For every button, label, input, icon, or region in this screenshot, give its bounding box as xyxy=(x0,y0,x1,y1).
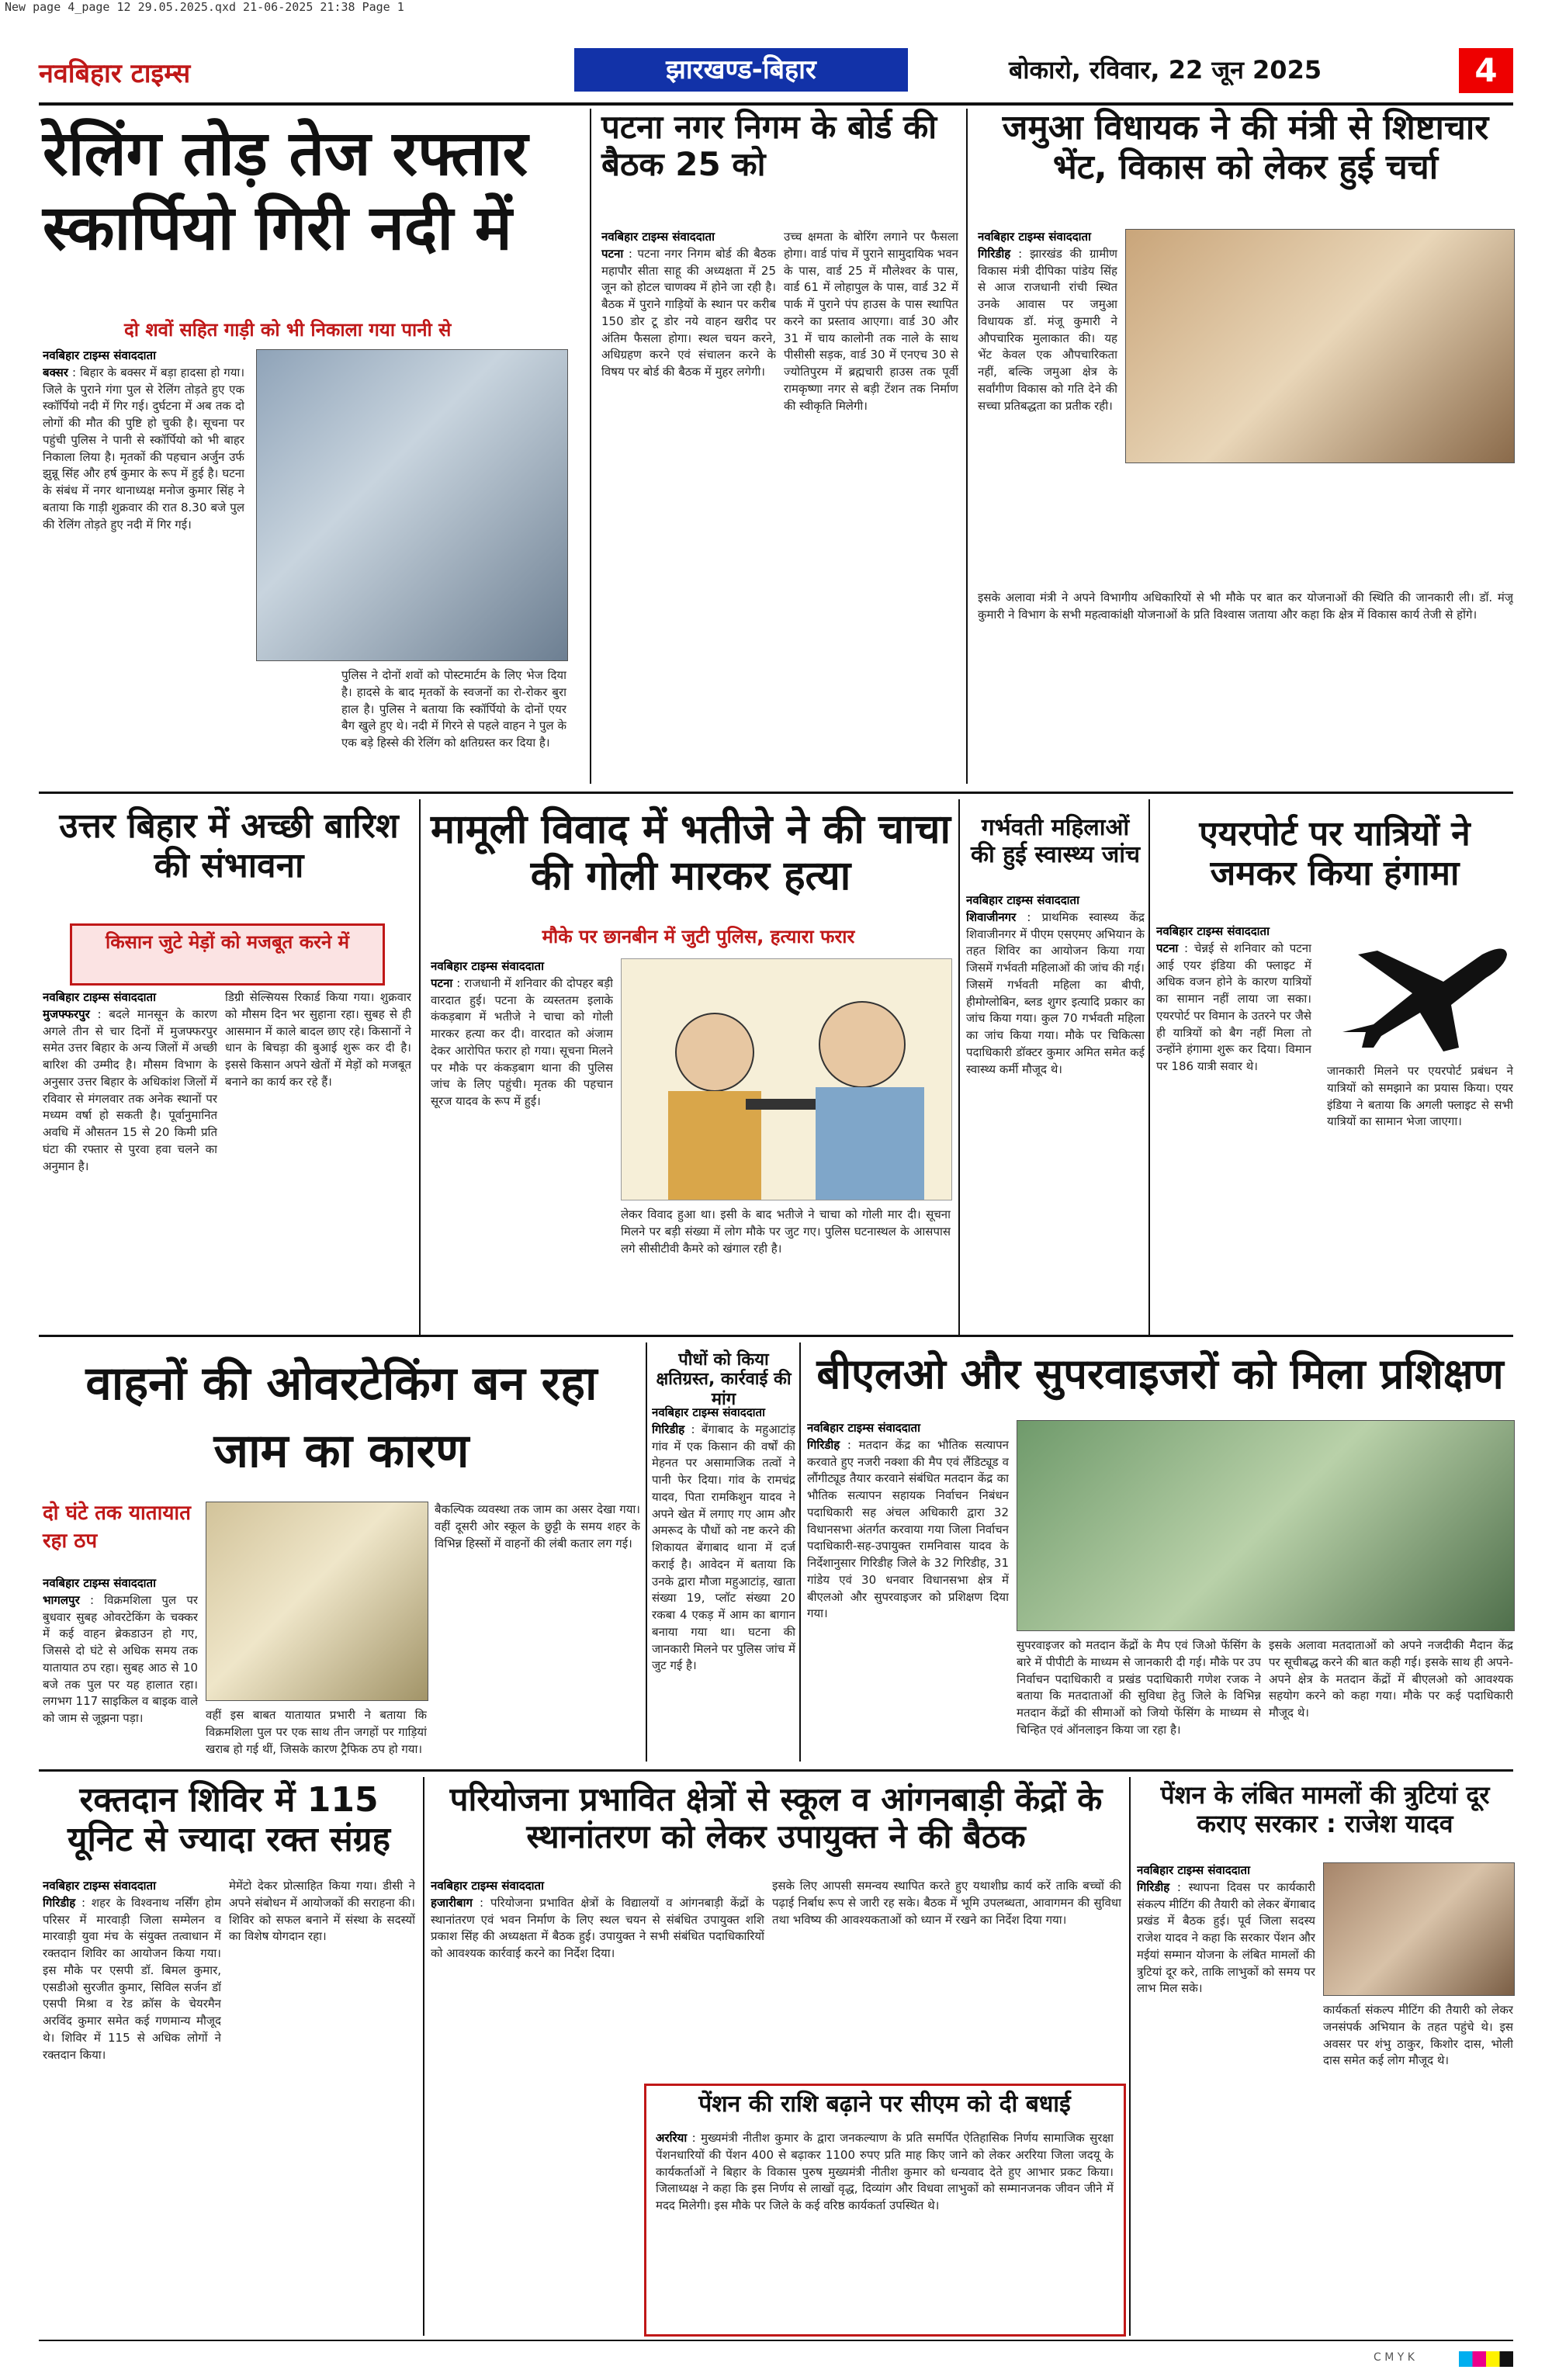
story10-headline: बीएलओ और सुपरवाइजरों को मिला प्रशिक्षण xyxy=(816,1349,1504,1398)
region-banner: झारखण्ड-बिहार xyxy=(574,48,908,92)
story13-headline: पेंशन के लंबित मामलों की त्रुटियां दूर कराए सरकार : राजेश यादव xyxy=(1160,1780,1490,1838)
divider xyxy=(646,1342,647,1762)
story8-photo-traffic xyxy=(206,1502,428,1701)
file-meta-line: New page 4_page 12 29.05.2025.qxd 21-06-2025 21:38 Page 1 xyxy=(5,0,404,14)
story5-body: राजधानी में शनिवार की दोपहर बड़ी वारदात हुई। पटना के व्यस्ततम इलाके कंकड़बाग में भतीजे ने चाचा को गोली मारकर हत्या कर दी। वारदात को अंजाम देकर आरोपित फरार हो गया। सूचना मिलने पर मौके पर कंकड़बाग थाना की पुलिस जांच के लिए पहुंची। मृतक की पहचान सूरज यादव के रूप में हुई। xyxy=(431,975,613,1108)
story4-byline: नवबिहार टाइम्स संवाददाता xyxy=(43,990,156,1004)
story1-byline: नवबिहार टाइम्स संवाददाता xyxy=(43,348,156,362)
story1-col1: नवबिहार टाइम्स संवाददाता बक्सर : बिहार के बक्सर में बड़ा हादसा हो गया। जिले के पुराने गंगा पुल से रेलिंग तोड़ते हुए एक स्कॉर्पियो नदी में गिर गई। दुर्घटना में अब तक दो लोगों की मौत की पुष्टि हो चुकी है। सूचना पर पहुंची पुलिस ने पानी से स्कॉर्पियो को भी बाहर निकाला लिया है। मृतकों की पहचान अर्जुन उर्फ झुन्नू सिंह और हर्ष कुमार के रूप में हुई है। घटना के संबंध में नगर थानाध्यक्ष मनोज कुमार सिंह ने बताया कि गाड़ी शुक्रवार की रात 8.30 बजे पुल की रेलिंग तोड़ते हुए नदी में गिर गई। xyxy=(43,348,244,532)
story5-col1: नवबिहार टाइम्स संवाददाता पटना : राजधानी में शनिवार की दोपहर बड़ी वारदात हुई। पटना के व्यस्ततम इलाके कंकड़बाग में भतीजे ने चाचा को गोली मारकर हत्या कर दी। वारदात को अंजाम देकर आरोपित फरार हो गया। सूचना मिलने पर मौके पर कंकड़बाग थाना की पुलिस जांच के लिए पहुंची। मृतक की पहचान सूरज यादव के रूप में हुई। xyxy=(431,959,613,1108)
story3-body: झारखंड की ग्रामीण विकास मंत्री दीपिका पांडेय सिंह से आज राजधानी रांची स्थित उनके आवास पर जमुआ विधायक डॉ. मंजू कुमारी ने औपचारिक मुलाकात की। यह भेंट केवल एक औपचारिकता नहीं, बल्कि जमुआ क्षेत्र के सर्वांगीण विकास को गति देने की सच्चा प्रतिबद्धता का प्रतीक रही। xyxy=(978,246,1117,413)
story4-headline: उत्तर बिहार में अच्छी बारिश की संभावना xyxy=(59,806,399,885)
story3-col2: इसके अलावा मंत्री ने अपने विभागीय अधिकारियों से भी मौके पर बात कर योजनाओं की स्थिति की जानकारी ली। डॉ. मंजू कुमारी ने विभाग के सभी महत्वाकांक्षी योजनाओं के प्रति विश्वास जताया और कहा कि क्षेत्र में विकास कार्य तेजी से होंगे। xyxy=(978,591,1513,622)
story14-headline: पेंशन की राशि बढ़ाने पर सीएम को दी बधाई xyxy=(698,2091,1071,2118)
divider xyxy=(966,109,968,784)
story10-photo-group xyxy=(1017,1420,1515,1631)
story8-subheading: दो घंटे तक यातायात रहा ठप xyxy=(43,1502,191,1553)
page-number: 4 xyxy=(1459,48,1513,93)
paper-name: नवबिहार टाइम्स xyxy=(39,58,191,89)
story14-body: मुख्यमंत्री नीतीश कुमार के द्वारा जनकल्याण के प्रति समर्पित ऐतिहासिक निर्णय सामाजिक सुरक्षा पेंशनधारियों की पेंशन 400 से बढ़ाकर 1100 रुपए प्रति माह किए जाने को लेकर अररिया जिला जदयू के कार्यकर्ताओं ने बिहार के विकास पुरुष मुख्यमंत्री नीतीश कुमार को धन्यवाद देते हुए आभार प्रकट किया। जिलाध्यक्ष ने कहा कि इस निर्णय से लाखों वृद्ध, दिव्यांग और विधवा लाभुकों को सम्मानजनक जीवन जीने में मदद मिलेगी। इस मौके पर जिले के कई वरिष्ठ कार्यकर्ता उपस्थित थे। xyxy=(656,2131,1114,2212)
story14-body-col: अररिया : मुख्यमंत्री नीतीश कुमार के द्वारा जनकल्याण के प्रति समर्पित ऐतिहासिक निर्णय सामाजिक सुरक्षा पेंशनधारियों की पेंशन 400 से बढ़ाकर 1100 रुपए प्रति माह किए जाने को लेकर अररिया जिला जदयू के कार्यकर्ताओं ने बिहार के विकास पुरुष मुख्यमंत्री नीतीश कुमार को धन्यवाद देते हुए आभार प्रकट किया। जिलाध्यक्ष ने कहा कि इस निर्णय से लाखों वृद्ध, दिव्यांग और विधवा लाभुकों को सम्मानजनक जीवन जीने में मदद मिलेगी। इस मौके पर जिले के कई वरिष्ठ कार्यकर्ता उपस्थित थे। xyxy=(656,2131,1114,2212)
story11-col2: मेमेंटो देकर प्रोत्साहित किया गया। डीसी ने अपने संबोधन में आयोजकों की सराहना की। शिविर को सफल बनाने में संस्था के सदस्यों का विशेष योगदान रहा। xyxy=(229,1879,415,1944)
divider xyxy=(1129,1777,1131,2336)
story6-place: शिवाजीनगर xyxy=(966,909,1017,924)
story3-photo-meeting xyxy=(1125,229,1515,463)
story8-headline: वाहनों की ओवरटेकिंग बन रहा जाम का कारण xyxy=(85,1356,598,1478)
story11-place: गिरिडीह xyxy=(43,1895,76,1910)
story2-place: पटना xyxy=(601,246,624,261)
story5-byline: नवबिहार टाइम्स संवाददाता xyxy=(431,959,544,973)
story11-body: शहर के विश्वनाथ नर्सिंग होम परिसर में मारवाड़ी जिला सम्मेलन व मारवाड़ी युवा मंच के संयुक्त तत्वाधान में रक्तदान शिविर का आयोजन किया गया। इस मौके पर एसपी डॉ. बिमल कुमार, एसडीओ सुरजीत कुमार, सिविल सर्जन डॉ एसपी मिश्रा व रेड क्रॉस के चेयरमैन अरविंद कुमार समेत कई गणमान्य मौजूद थे। शिविर में 115 से अधिक लोगों ने रक्तदान किया। xyxy=(43,1895,221,2062)
story7-byline: नवबिहार टाइम्स संवाददाता xyxy=(1156,924,1270,938)
story4-body: बदले मानसून के कारण अगले तीन से चार दिनों में मुजफ्फरपुर समेत उत्तर बिहार के अन्य जिलों में अच्छी बारिश की उम्मीद है। मौसम विभाग के अनुसार उत्तर बिहार के अधिकांश जिलों में रविवार से मंगलवार तक अनेक स्थानों पर मध्यम वर्षा हो सकती है। पूर्वानुमानित अवधि में औसतन 15 से 20 किमी प्रति घंटा की रफ्तार से पुरवा हवा चलने का अनुमान है। xyxy=(43,1006,217,1173)
divider xyxy=(39,1335,1513,1337)
story3-place: गिरिडीह xyxy=(978,246,1011,261)
story10-col3: इसके अलावा मतदाताओं को अपने नजदीकी मैदान केंद्र पर सूचीबद्ध करने की बात कही गई। इसके साथ ही अपने-अपने क्षेत्र के मतदान केंद्रों में बीएलओ को आवश्यक सहयोग करने को कहा गया। मौके पर कई पदाधिकारी मौजूद थे। xyxy=(1269,1638,1513,1720)
masthead xyxy=(39,48,1513,106)
story10-body: मतदान केंद्र का भौतिक सत्यापन करवाते हुए नजरी नक्शा की मैप एवं लैंडिट्यूड व लौंगीट्यूड तैयार करवाने संबंधित मतदान केंद्र का भौतिक सत्यापन सहायक निर्वाचन निबंधन पदाधिकारी सह अंचल अधिकारी द्वारा 32 विधानसभा अंतर्गत करवाया गया जिला निर्वाचन पदाधिकारी-सह-उपायुक्त रामनिवास यादव के निर्देशानुसार गिरिडीह जिले के 32 गिरिडीह, 31 गांडेय एवं 30 धनवार विधानसभा क्षेत्र में बीएलओ और सुपरवाइजर को प्रशिक्षण दिया गया। xyxy=(807,1437,1009,1621)
story3-headline: जमुआ विधायक ने की मंत्री से शिष्टाचार भेंट, विकास को लेकर हुई चर्चा xyxy=(1002,108,1489,187)
story5-subheading: मौके पर छानबीन में जुटी पुलिस, हत्यारा फरार xyxy=(542,926,855,947)
story13-col1: नवबिहार टाइम्स संवाददाता गिरिडीह : स्थापना दिवस पर कार्यकारी संकल्प मीटिंग की तैयारी को लेकर बेंगाबाद प्रखंड में बैठक हुई। पूर्व जिला सदस्य राजेश यादव ने कहा कि सरकार पेंशन और मईयां सम्मान योजना के लंबित मामलों की त्रुटियां दूर करे, ताकि लाभुकों को समय पर लाभ मिल सके। xyxy=(1137,1863,1315,1996)
story12-col1: नवबिहार टाइम्स संवाददाता हजारीबाग : परियोजना प्रभावित क्षेत्रों के विद्यालयों व आंगनबाड़ी केंद्रों के स्थानांतरण एवं भवन निर्माण के लिए स्थल चयन से संबंधित उपायुक्त शशि प्रकाश सिंह की अध्यक्षता में बैठक हुई। उपायुक्त ने सभी संबंधित पदाधिकारियों को आवश्यक कार्रवाई करने का निर्देश दिया। xyxy=(431,1879,764,1960)
divider xyxy=(1148,799,1150,1335)
story7-col1: नवबिहार टाइम्स संवाददाता पटना : चेन्नई से शनिवार को पटना आई एयर इंडिया की फ्लाइट में अधिक वजन होने के कारण यात्रियों का सामान नहीं लाया जा सका। एयरपोर्ट पर विमान के उतरने पर जैसे ही यात्रियों को बैग नहीं मिला तो उन्होंने हंगामा शुरू कर दिया। विमान पर 186 यात्री सवार थे। xyxy=(1156,924,1311,1073)
story7-place: पटना xyxy=(1156,941,1179,955)
story10-col1: नवबिहार टाइम्स संवाददाता गिरिडीह : मतदान केंद्र का भौतिक सत्यापन करवाते हुए नजरी नक्शा की मैप एवं लैंडिट्यूड व लौंगीट्यूड तैयार करवाने संबंधित मतदान केंद्र का भौतिक सत्यापन सहायक निर्वाचन निबंधन पदाधिकारी सह अंचल अधिकारी द्वारा 32 विधानसभा अंतर्गत करवाया गया जिला निर्वाचन पदाधिकारी-सह-उपायुक्त रामनिवास यादव के निर्देशानुसार गिरिडीह जिले के 32 गिरिडीह, 31 गांडेय एवं 30 धनवार विधानसभा क्षेत्र में बीएलओ और सुपरवाइजर को प्रशिक्षण दिया गया। xyxy=(807,1421,1009,1621)
story13-body: स्थापना दिवस पर कार्यकारी संकल्प मीटिंग की तैयारी को लेकर बेंगाबाद प्रखंड में बैठक हुई। पूर्व जिला सदस्य राजेश यादव ने कहा कि सरकार पेंशन और मईयां सम्मान योजना के लंबित मामलों की त्रुटियां दूर करे, ताकि लाभुकों को समय पर लाभ मिल सके। xyxy=(1137,1879,1315,1996)
story7-headline: एयरपोर्ट पर यात्रियों ने जमकर किया हंगामा xyxy=(1199,814,1471,893)
story8-byline: नवबिहार टाइम्स संवाददाता xyxy=(43,1576,156,1590)
story6-byline: नवबिहार टाइम्स संवाददाता xyxy=(966,893,1079,907)
divider xyxy=(590,109,591,784)
story9-body: बेंगाबाद के महुआटांड़ गांव में एक किसान की वर्षों की मेहनत पर असामाजिक तत्वों ने पानी फेर दिया। गांव के रामचंद्र यादव, पिता रामकिशुन यादव ने अपने खेत में लगाए गए आम और अमरूद के पौधों को नष्ट करने की शिकायत बेंगाबाद थाना में दर्ज कराई है। आवेदन में बताया कि उनके द्वारा मौजा महुआटांड़, खाता संख्या 19, प्लॉट संख्या 20 रकबा 4 एकड़ में आम का बागान बनाया गया था। घटना की जानकारी मिलने पर पुलिस जांच में जुट गई है। xyxy=(652,1422,795,1673)
story12-col2: इसके लिए आपसी समन्वय स्थापित करते हुए यथाशीघ्र कार्य करें ताकि बच्चों की पढ़ाई निर्बाध रूप से जारी रह सके। बैठक में भूमि उपलब्धता, आवागमन की सुविधा तथा भविष्य की आवश्यकताओं को ध्यान में रखने का निर्देश दिया गया। xyxy=(772,1879,1121,1927)
story1-body: बिहार के बक्सर में बड़ा हादसा हो गया। जिले के पुराने गंगा पुल से रेलिंग तोड़ते हुए एक स्कॉर्पियो नदी में गिर गई। दुर्घटना में अब तक दो लोगों की मौत की पुष्टि हो चुकी है। सूचना पर पहुंची पुलिस ने पानी से स्कॉर्पियो को भी बाहर निकाला लिया है। मृतकों की पहचान अर्जुन उर्फ झुन्नू सिंह और हर्ष कुमार के रूप में हुई है। घटना के संबंध में नगर थानाध्यक्ष मनोज कुमार सिंह ने बताया कि गाड़ी शुक्रवार की रात 8.30 बजे पुल की रेलिंग तोड़ते हुए नदी में गिर गई। xyxy=(43,365,244,532)
story1-place: बक्सर xyxy=(43,365,68,379)
story6-headline: गर्भवती महिलाओं की हुई स्वास्थ्य जांच xyxy=(970,814,1141,868)
story8-body: विक्रमशिला पुल पर बुधवार सुबह ओवरटेकिंग के चक्कर में कई वाहन ब्रेकडाउन हो गए, जिससे दो घंटे से अधिक समय तक यातायात ठप रहा। सुबह आठ से 10 बजे तक पुल पर यह हालात रहा। लगभग 117 साइकिल व बाइक वाले को जाम से जूझना पड़ा। xyxy=(43,1592,198,1725)
story3-byline: नवबिहार टाइम्स संवाददाता xyxy=(978,230,1091,244)
story6-body-col: नवबिहार टाइम्स संवाददाता शिवाजीनगर : प्राथमिक स्वास्थ्य केंद्र शिवाजीनगर में पीएम एसएमए अभियान के तहत शिविर का आयोजन किया गया जिसमें गर्भवती महिलाओं की जांच की गई। जिसमें गर्भवती महिला का बीपी, हीमोग्लोबिन, ब्लड शुगर इत्यादि प्रकार का जांच किया गया। कुल 70 गर्भवती महिला का जांच किया गया। मौके पर चिकित्सा पदाधिकारी डॉक्टर कुमार अमित समेत कई स्वास्थ्य कर्मी मौजूद थे। xyxy=(966,893,1145,1076)
divider xyxy=(423,1777,424,2336)
date-line: बोकारो, रविवार, 22 जून 2025 xyxy=(1009,55,1322,85)
story2-body: पटना नगर निगम बोर्ड की बैठक महापौर सीता साहू की अध्यक्षता में 25 जून को होटल चाणक्य में होने जा रही है। बैठक में पुराने गाड़ियों के स्थान पर करीब 150 डोर टू डोर नये वाहन खरीद पर अंतिम फैसला होगा। स्थल चयन करने, अधिग्रहण करने एवं संचालन करने के विषय पर बोर्ड की बैठक में मुहर लगेगी। xyxy=(601,246,776,379)
story2-col1: नवबिहार टाइम्स संवाददाता पटना : पटना नगर निगम बोर्ड की बैठक महापौर सीता साहू की अध्यक्षता में 25 जून को होटल चाणक्य में होने जा रही है। बैठक में पुराने गाड़ियों के स्थान पर करीब 150 डोर टू डोर नये वाहन खरीद पर अंतिम फैसला होगा। स्थल चयन करने, अधिग्रहण करने एवं संचालन करने के विषय पर बोर्ड की बैठक में मुहर लगेगी। xyxy=(601,230,776,379)
story2-headline: पटना नगर निगम के बोर्ड की बैठक 25 को xyxy=(601,108,937,184)
story13-byline: नवबिहार टाइम्स संवाददाता xyxy=(1137,1863,1250,1877)
story10-place: गिरिडीह xyxy=(807,1437,840,1452)
airplane-icon xyxy=(1327,923,1513,1055)
story14-place: अररिया xyxy=(656,2131,688,2145)
story8-col1: नवबिहार टाइम्स संवाददाता भागलपुर : विक्रमशिला पुल पर बुधवार सुबह ओवरटेकिंग के चक्कर में कई वाहन ब्रेकडाउन हो गए, जिससे दो घंटे से अधिक समय तक यातायात ठप रहा। सुबह आठ से 10 बजे तक पुल पर यह हालात रहा। लगभग 117 साइकिल व बाइक वाले को जाम से जूझना पड़ा। xyxy=(43,1576,198,1725)
story5-place: पटना xyxy=(431,975,453,990)
story12-byline: नवबिहार टाइम्स संवाददाता xyxy=(431,1879,544,1893)
story13-photo-group xyxy=(1323,1862,1515,1996)
story4-place: मुजफ्फरपुर xyxy=(43,1006,90,1021)
divider xyxy=(958,799,960,1335)
story10-col2: सुपरवाइजर को मतदान केंद्रों के मैप एवं जिओ फेंसिंग के बारे में पीपीटी के माध्यम से जानकारी दी गई। मौके पर उप निर्वाचन पदाधिकारी व प्रखंड पदाधिकारी गणेश रजक ने बताया कि मतदाताओं की सुविधा हेतु जिले के विभिन्न मतदान केंद्रों की सीमाओं को जियो फेंसिंग के माध्यम से चिन्हित एवं ऑनलाइन किया जा रहा है। xyxy=(1017,1638,1261,1737)
story9-byline: नवबिहार टाइम्स संवाददाता xyxy=(652,1405,765,1419)
story5-headline: मामूली विवाद में भतीजे ने की चाचा की गोली मारकर हत्या xyxy=(431,806,951,899)
story9-body-col: नवबिहार टाइम्स संवाददाता गिरिडीह : बेंगाबाद के महुआटांड़ गांव में एक किसान की वर्षों की मेहनत पर असामाजिक तत्वों ने पानी फेर दिया। गांव के रामचंद्र यादव, पिता रामकिशुन यादव ने अपने खेत में लगाए गए आम और अमरूद के पौधों को नष्ट करने की शिकायत बेंगाबाद थाना में दर्ज कराई है। आवेदन में बताया कि उनके द्वारा मौजा महुआटांड़, खाता संख्या 19, प्लॉट संख्या 20 रकबा 4 एकड़ में आम का बागान बनाया गया था। घटना की जानकारी मिलने पर पुलिस जांच में जुट गई है। xyxy=(652,1405,795,1673)
cmyk-label: C M Y K xyxy=(1374,2351,1415,2364)
footer-rule xyxy=(39,2340,1513,2341)
story9-headline: पौधों को किया क्षतिग्रस्त, कार्रवाई की मांग xyxy=(656,1350,792,1409)
story11-byline: नवबिहार टाइम्स संवाददाता xyxy=(43,1879,156,1893)
story4-col2b: डिग्री सेल्सियस रिकार्ड किया गया। शुक्रवार को मौसम दिन भर सुहाना रहा। सुबह से ही आसमान में काले बादल छाए रहे। किसानों ने धान के बिचड़ा की बुआई शुरू कर दी है। इससे किसान अपने खेतों में मेड़ों को मजबूत बनाने का कार्य कर रहे हैं। xyxy=(225,990,411,1089)
story3-col1: नवबिहार टाइम्स संवाददाता गिरिडीह : झारखंड की ग्रामीण विकास मंत्री दीपिका पांडेय सिंह से आज राजधानी रांची स्थित उनके आवास पर जमुआ विधायक डॉ. मंजू कुमारी ने औपचारिक मुलाकात की। यह भेंट केवल एक औपचारिकता नहीं, बल्कि जमुआ क्षेत्र के सर्वांगीण विकास को गति देने की सच्चा प्रतिबद्धता का प्रतीक रही। xyxy=(978,230,1117,413)
story11-col1: नवबिहार टाइम्स संवाददाता गिरिडीह : शहर के विश्वनाथ नर्सिंग होम परिसर में मारवाड़ी जिला सम्मेलन व मारवाड़ी युवा मंच के संयुक्त तत्वाधान में रक्तदान शिविर का आयोजन किया गया। इस मौके पर एसपी डॉ. बिमल कुमार, एसडीओ सुरजीत कुमार, सिविल सर्जन डॉ एसपी मिश्रा व रेड क्रॉस के चेयरमैन अरविंद कुमार समेत कई गणमान्य मौजूद थे। शिविर में 115 से अधिक लोगों ने रक्तदान किया। xyxy=(43,1879,221,2062)
story13-place: गिरिडीह xyxy=(1137,1879,1170,1894)
story9-place: गिरिडीह xyxy=(652,1422,685,1436)
divider xyxy=(39,792,1513,794)
story13-col2: कार्यकर्ता संकल्प मीटिंग की तैयारी को लेकर जनसंपर्क अभियान के तहत पहुंचे थे। इस अवसर पर शंभु ठाकुर, किशोर दास, भोली दास समेत कई लोग मौजूद थे। xyxy=(1323,2003,1513,2068)
story1-photo-bridge xyxy=(256,349,568,661)
story8-place: भागलपुर xyxy=(43,1592,80,1607)
story1-headline: रेलिंग तोड़ तेज रफ्तार स्कार्पियो गिरी नदी में xyxy=(43,117,528,264)
divider xyxy=(419,799,421,1335)
story12-body: परियोजना प्रभावित क्षेत्रों के विद्यालयों व आंगनबाड़ी केंद्रों के स्थानांतरण एवं भवन निर्माण के लिए स्थल चयन से संबंधित उपायुक्त शशि प्रकाश सिंह की अध्यक्षता में बैठक हुई। उपायुक्त ने सभी संबंधित पदाधिकारियों को आवश्यक कार्रवाई करने का निर्देश दिया। xyxy=(431,1895,764,1960)
story2-col2: उच्च क्षमता के बोरिंग लगाने पर फैसला होगा। वार्ड पांच में पुराने सामुदायिक भवन के पास, वार्ड 25 में मौलेश्वर के पास, वार्ड 61 में लोहापुल के पास, वार्ड 32 में पार्क में पुराने पंप हाउस के पास स्थापित करने का प्रस्ताव आएगा। वार्ड 30 और 31 में चाय कालोनी तक नाले के साथ पीसीसी सड़क, वार्ड 30 में एनएच 30 से ज्योतिपुरम में ब्रह्मचारी हाउस तक पूर्वी रामकृष्णा नगर से बड़ी टेंशन तक निर्माण की स्वीकृति मिलेगी। xyxy=(784,230,958,413)
story8-col2: वहीं इस बाबत यातायात प्रभारी ने बताया कि विक्रमशिला पुल पर एक साथ तीन जगहों पर गाड़ियां खराब हो गई थीं, जिसके कारण ट्रैफिक ठप हो गया। xyxy=(206,1708,427,1756)
story7-col2: जानकारी मिलने पर एयरपोर्ट प्रबंधन ने यात्रियों को समझाने का प्रयास किया। एयर इंडिया ने बताया कि अगली फ्लाइट से सभी यात्रियों का सामान भेजा जाएगा। xyxy=(1327,1064,1513,1129)
story5-col2: लेकर विवाद हुआ था। इसी के बाद भतीजे ने चाचा को गोली मार दी। सूचना मिलने पर बड़ी संख्या में लोग मौके पर जुट गए। पुलिस घटनास्थल के आसपास लगे सीसीटीवी कैमरे को खंगाल रही है। xyxy=(621,1207,951,1256)
divider xyxy=(39,1769,1513,1772)
story8-col3: बैकल्पिक व्यवस्था तक जाम का असर देखा गया। वहीं दूसरी ओर स्कूल के छुट्टी के समय शहर के विभिन्न हिस्सों में वाहनों की लंबी कतार लग गई। xyxy=(435,1502,640,1550)
story1-col2: पुलिस ने दोनों शवों को पोस्टमार्टम के लिए भेज दिया है। हादसे के बाद मृतकों के स्वजनों का रो-रोकर बुरा हाल है। पुलिस ने बताया कि स्कॉर्पियो के दोनों एयर बैग खुले हुए थे। नदी में गिरने से पहले वाहन ने पुल के एक बड़े हिस्से की रेलिंग को क्षतिग्रस्त कर दिया है। xyxy=(341,668,566,750)
story12-headline: परियोजना प्रभावित क्षेत्रों से स्कूल व आंगनबाड़ी केंद्रों के स्थानांतरण को लेकर उपायुक्त ने की बैठक xyxy=(449,1780,1103,1856)
story12-place: हजारीबाग xyxy=(431,1895,473,1910)
story2-byline: नवबिहार टाइम्स संवाददाता xyxy=(601,230,715,244)
story7-body: चेन्नई से शनिवार को पटना आई एयर इंडिया की फ्लाइट में अधिक वजन होने के कारण यात्रियों का सामान नहीं लाया जा सका। एयरपोर्ट पर विमान के उतरने पर जैसे ही यात्रियों को बैग नहीं मिला तो उन्होंने हंगामा शुरू कर दिया। विमान पर 186 यात्री सवार थे। xyxy=(1156,941,1311,1073)
story10-byline: नवबिहार टाइम्स संवाददाता xyxy=(807,1421,920,1435)
cmyk-color-bar xyxy=(1459,2351,1513,2367)
story4-col1: नवबिहार टाइम्स संवाददाता मुजफ्फरपुर : बदले मानसून के कारण अगले तीन से चार दिनों में मुजफ्फरपुर समेत उत्तर बिहार के अन्य जिलों में अच्छी बारिश की उम्मीद है। मौसम विभाग के अनुसार उत्तर बिहार के अधिकांश जिलों में रविवार से मंगलवार तक अनेक स्थानों पर मध्यम वर्षा हो सकती है। पूर्वानुमानित अवधि में औसतन 15 से 20 किमी प्रति घंटा की रफ्तार से पुरवा हवा चलने का अनुमान है। xyxy=(43,990,217,1173)
story6-body: प्राथमिक स्वास्थ्य केंद्र शिवाजीनगर में पीएम एसएमए अभियान के तहत शिविर का आयोजन किया गया जिसमें गर्भवती महिलाओं की जांच की गई। जिसमें गर्भवती महिला का बीपी, हीमोग्लोबिन, ब्लड शुगर इत्यादि प्रकार का जांच किया गया। कुल 70 गर्भवती महिला का जांच किया गया। मौके पर चिकित्सा पदाधिकारी डॉक्टर कुमार अमित समेत कई स्वास्थ्य कर्मी मौजूद थे। xyxy=(966,909,1145,1076)
story4-highlight-box: किसान जुटे मेड़ों को मजबूत करने में xyxy=(70,923,385,986)
divider xyxy=(799,1342,801,1762)
story11-headline: रक्तदान शिविर में 115 यूनिट से ज्यादा रक्त संग्रह xyxy=(68,1780,390,1859)
story1-subheading: दो शवों सहित गाड़ी को भी निकाला गया पानी से xyxy=(124,319,452,341)
story5-illustration-gun xyxy=(621,958,952,1200)
